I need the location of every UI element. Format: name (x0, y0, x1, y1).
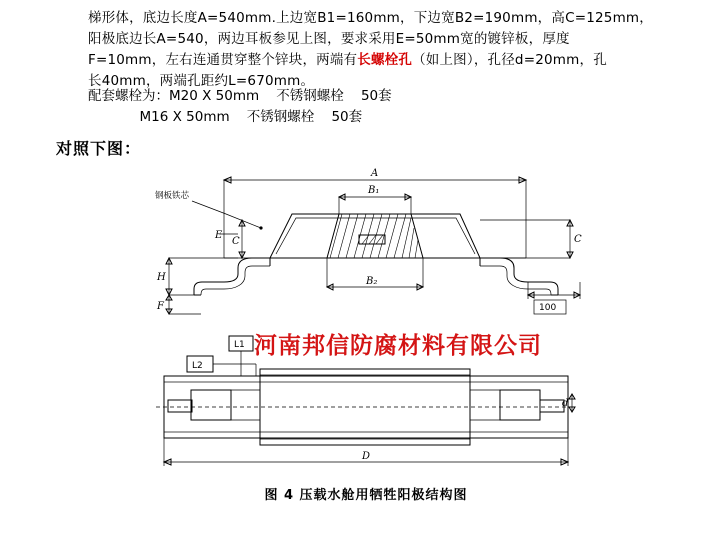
dim-label-d: d (562, 398, 569, 409)
bolt-spec-line-1: 配套螺栓为：M20 X 50mm 不锈钢螺栓 50套 (88, 88, 392, 104)
body-line-3-post: （如上图），孔径d=20mm，孔 (412, 52, 607, 68)
drawing-svg (56, 162, 676, 482)
dim-label-B1: B₁ (368, 185, 380, 196)
dim-label-H: H (157, 272, 166, 283)
document-body-text (88, 8, 688, 92)
body-line-4: 长40mm，两端孔距约L=670mm。 (88, 73, 315, 89)
section-heading-compare: 对照下图： (56, 139, 142, 158)
technical-drawing (56, 162, 676, 512)
company-watermark: 河南邦信防腐材料有限公司 (254, 333, 542, 359)
body-line-3-pre: F=10mm，左右连通贯穿整个锌块，两端有 (88, 52, 358, 68)
body-line-1: 梯形体，底边长度A=540mm.上边宽B1=160mm，下边宽B2=190mm，高C=125mm， (88, 10, 653, 26)
dim-label-B2: B₂ (366, 276, 378, 287)
body-line-3 (88, 50, 688, 71)
dim-label-E: E (215, 230, 223, 241)
bolt-spec-line-2: M16 X 50mm 不锈钢螺栓 50套 (88, 109, 363, 125)
bolt-spec-block (88, 86, 688, 128)
label-L2: L2 (192, 361, 203, 371)
dim-label-F: F (157, 301, 164, 312)
dim-label-C-left: C (232, 236, 240, 247)
dim-label-D: D (362, 451, 371, 462)
label-L1: L1 (234, 340, 245, 350)
annotation-steel-core: 钢板铁芯 (155, 191, 190, 201)
dim-label-100: 100 (539, 303, 557, 313)
dim-label-C-right: C (574, 234, 582, 245)
figure-caption: 图 4 压载水舱用牺牲阳极结构图 (264, 488, 468, 503)
body-line-2: 阳极底边长A=540，两边耳板参见上图，要求采用E=50mm宽的镀锌板，厚度 (88, 31, 570, 47)
dim-label-A: A (371, 168, 379, 179)
highlighted-term: 长螺栓孔 (357, 52, 413, 68)
